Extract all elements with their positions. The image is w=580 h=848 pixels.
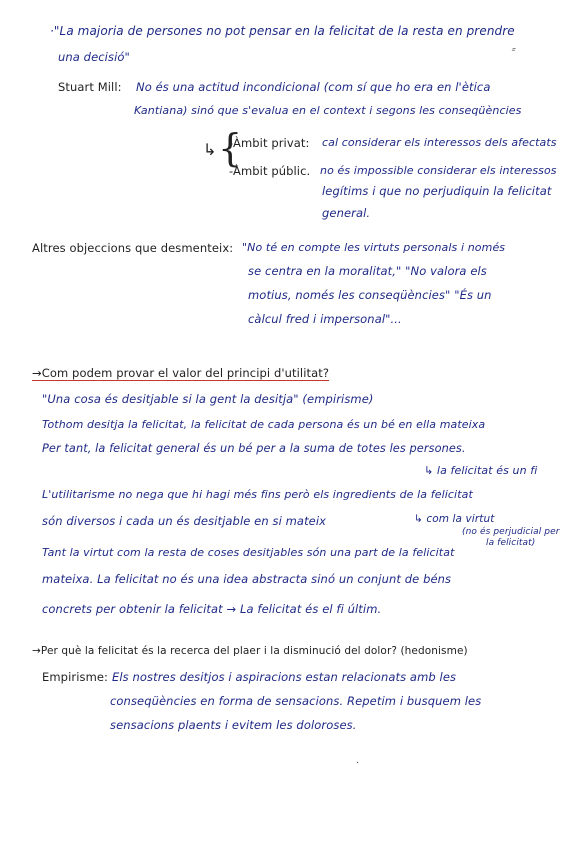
provar-line-2: Tothom desitja la felicitat, la felicitat de cada persona és un bé en ella mateixa xyxy=(42,418,486,431)
quote-line-2: una decisió" xyxy=(58,50,130,64)
placer-line-1: Els nostres desitjos i aspiracions estan relacionats amb les xyxy=(112,670,457,684)
placer-line-2: conseqüències en forma de sensacions. Repetim i busquem les xyxy=(110,694,482,708)
pen-mark: ⸗ xyxy=(509,43,518,56)
hook-arrow-icon: ↳ xyxy=(203,140,217,159)
provar-line-3: Per tant, la felicitat general és un bé per a la suma de totes les persones. xyxy=(42,442,466,455)
placer-line-3: sensacions plaents i evitem les doloroses. xyxy=(110,718,357,732)
ambit-public-label: -Àmbit públic. xyxy=(229,164,311,178)
provar-line-6: Tant la virtut com la resta de coses desitjables són una part de la felicitat xyxy=(42,546,455,559)
mill-line-1: No és una actitud incondicional (com sí que ho era en l'ètica xyxy=(136,80,491,94)
objeccions-line-4: càlcul fred i impersonal"... xyxy=(248,312,402,326)
pen-dot: · xyxy=(356,758,360,769)
ambit-public-text: no és impossible considerar els interessos xyxy=(320,164,557,177)
empirisme-label: Empirisme: xyxy=(42,670,109,684)
ambit-privat-label: -Àmbit privat: xyxy=(229,136,310,150)
objeccions-line-1: "No té en compte les virtuts personals i només xyxy=(242,241,506,254)
quote-line-1: ·"La majoria de persones no pot pensar en la felicitat de la resta en prendre xyxy=(50,24,515,38)
note-virtut-line-2: (no és perjudicial per xyxy=(462,527,560,537)
ambit-public-line-2: legítims i que no perjudiquin la felicitat xyxy=(322,184,552,198)
provar-line-5: són diversos i cada un és desitjable en si mateix xyxy=(42,514,327,528)
mill-line-2: Kantiana) sinó que s'evalua en el context i segons les conseqüències xyxy=(134,104,522,117)
provar-heading: →Com podem provar el valor del principi d'utilitat? xyxy=(32,366,330,380)
provar-line-4: L'utilitarisme no nega que hi hagi més fins però els ingredients de la felicitat xyxy=(42,488,473,501)
mill-label: Stuart Mill: xyxy=(58,80,122,94)
objeccions-line-3: motius, només les conseqüències" "És un xyxy=(248,288,492,302)
note-felicitat-fi: ↳ la felicitat és un fi xyxy=(424,464,538,477)
provar-line-7: mateixa. La felicitat no és una idea abstracta sinó un conjunt de béns xyxy=(42,572,452,586)
provar-line-8: concrets per obtenir la felicitat → La felicitat és el fi últim. xyxy=(42,602,382,616)
objeccions-line-2: se centra en la moralitat," "No valora els xyxy=(248,264,487,278)
note-virtut: ↳ com la virtut xyxy=(414,513,495,525)
ambit-privat-text: cal considerar els interessos dels afectats xyxy=(322,136,557,149)
objeccions-label: Altres objeccions que desmenteix: xyxy=(32,241,234,255)
placer-heading: →Per què la felicitat és la recerca del plaer i la disminució del dolor? (hedonisme) xyxy=(32,645,468,657)
brace: { xyxy=(218,126,243,170)
provar-line-1: "Una cosa és desitjable si la gent la desitja" (empirisme) xyxy=(42,392,374,406)
note-virtut-line-3: la felicitat) xyxy=(486,538,536,548)
ambit-public-line-3: general. xyxy=(322,206,371,220)
